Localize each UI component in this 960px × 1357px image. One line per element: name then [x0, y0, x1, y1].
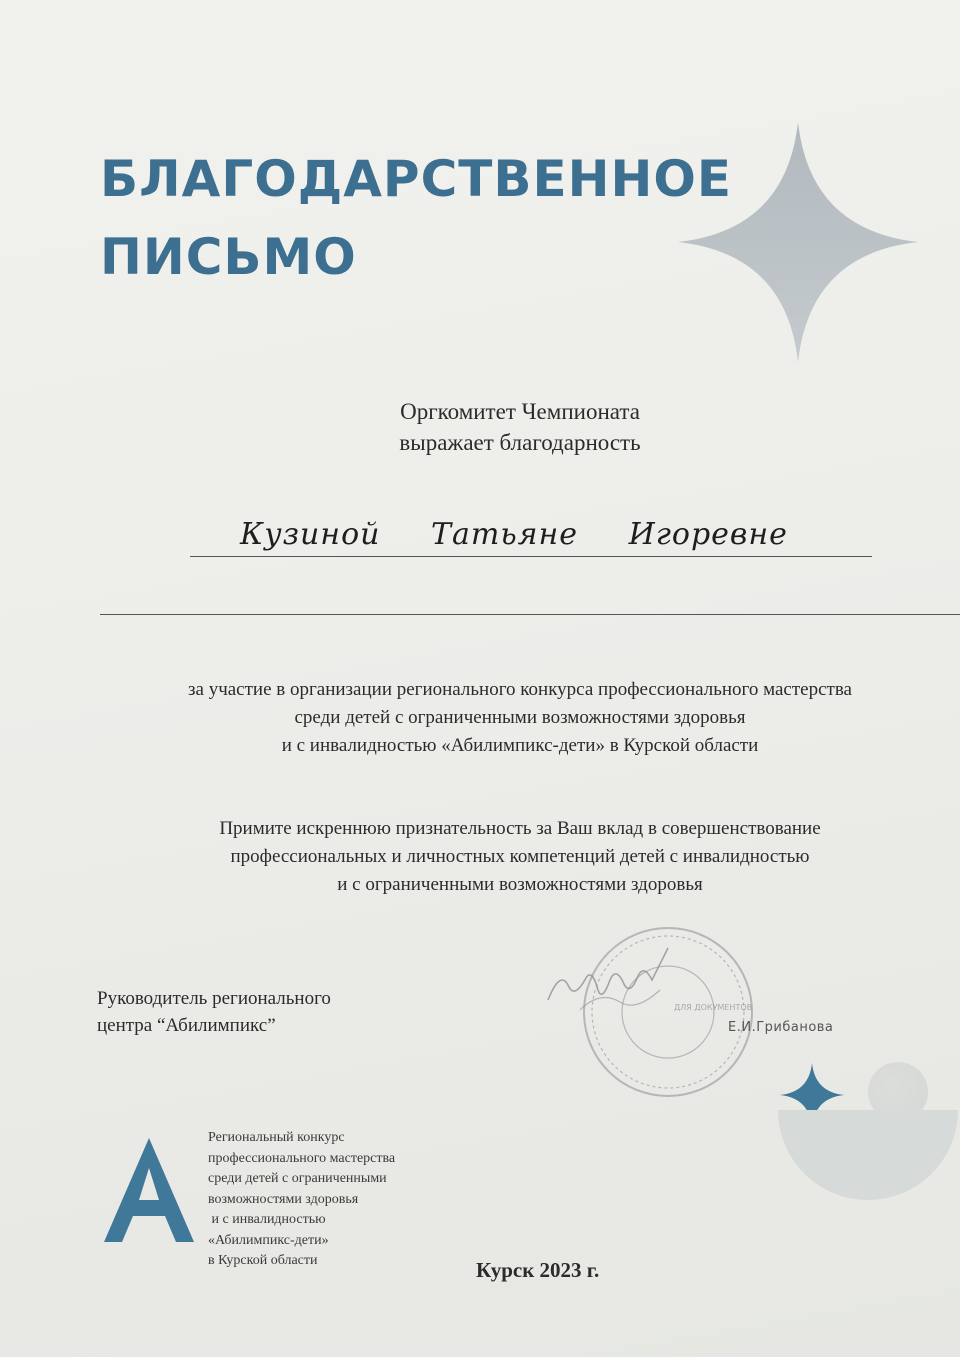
- logo-caption-line: профессионального мастерства: [208, 1150, 396, 1166]
- gratitude-line: профессиональных и личностных компетенций детей с инвалидностью: [230, 846, 810, 867]
- reason-line: и с инвалидностью «Абилимпикс-дети» в Курской области: [281, 735, 759, 756]
- logo-caption-line: среди детей с ограниченными: [208, 1171, 387, 1186]
- recipient-name: Кузиной Татьяне Игоревне: [240, 517, 788, 552]
- reason-line: за участие в организации регионального конкурса профессионального мастерства: [188, 679, 852, 700]
- reason-line: среди детей с ограниченными возможностями здоровья: [294, 707, 746, 728]
- stamp-text: ДЛЯ ДОКУМЕНТОВ: [674, 1003, 753, 1012]
- recipient-underline: [190, 556, 872, 557]
- reason-paragraph: [100, 676, 940, 760]
- gratitude-line: Примите искреннюю признательность за Ваш вклад в совершенствование: [219, 818, 821, 839]
- page-title: [100, 140, 732, 296]
- org-line: выражает благодарность: [399, 430, 641, 455]
- logo-caption-line: в Курской области: [208, 1253, 318, 1268]
- gratitude-paragraph: [100, 815, 940, 899]
- big-star-decoration: [678, 122, 918, 362]
- signer-title: [97, 985, 331, 1039]
- organizer-block: [300, 396, 740, 458]
- logo-caption-line: и с инвалидностью: [208, 1212, 326, 1227]
- logo-caption-line: Региональный конкурс: [208, 1130, 345, 1145]
- gratitude-line: и с ограниченными возможностями здоровья: [337, 874, 703, 895]
- signer-line: Руководитель регионального: [97, 988, 331, 1009]
- stamp-signer-name: Е.И.Грибанова: [728, 1020, 834, 1035]
- handwritten-signature: [540, 940, 680, 1030]
- signer-line: центра “Абилимпикс”: [97, 1015, 276, 1036]
- logo-caption-line: «Абилимпикс-дети»: [208, 1232, 329, 1248]
- abilympics-logo: [104, 1138, 194, 1242]
- logo-caption-line: возможностями здоровья: [208, 1191, 359, 1207]
- half-circle-decoration: [778, 1110, 958, 1200]
- divider-line: [100, 614, 960, 615]
- logo-caption: [208, 1128, 468, 1272]
- title-line: БЛАГОДАРСТВЕННОЕ: [100, 150, 732, 208]
- city-year: Курск 2023 г.: [476, 1258, 600, 1282]
- org-line: Оргкомитет Чемпионата: [400, 399, 640, 424]
- title-line: ПИСЬМО: [100, 228, 357, 286]
